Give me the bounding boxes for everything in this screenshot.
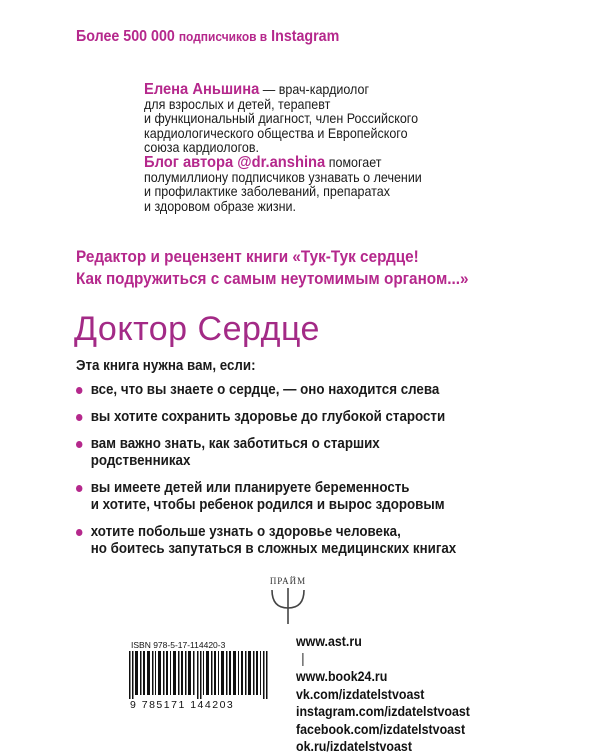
list-item-text: хотите побольше узнать о здоровье человека, [90, 524, 401, 540]
barcode-icon [129, 651, 270, 699]
site-link-book24[interactable]: www.book24.ru [296, 669, 388, 684]
blog-line: помогает [328, 154, 382, 170]
platform-name: Instagram [271, 28, 340, 45]
editor-line-1: Редактор и рецензент книги «Тук-Тук сердце! [76, 247, 419, 266]
facebook-link[interactable]: facebook.com/izdatelstvoast [296, 721, 466, 737]
site-link-ast[interactable]: www.ast.ru [296, 634, 362, 649]
blog-line: и профилактике заболеваний, препаратах [144, 184, 390, 200]
bullet-dot-icon [76, 485, 82, 492]
bullet-dot-icon [76, 414, 82, 421]
list-item-text: и хотите, чтобы ребенок родился и вырос здоровым [90, 497, 445, 513]
isbn: ISBN 978-5-17-114420-3 [131, 640, 226, 650]
author-bio-line: и функциональный диагност, член Российского [144, 111, 419, 127]
list-item [76, 436, 380, 470]
list-item [76, 409, 445, 426]
publisher-name: ПРАЙМ [269, 576, 307, 586]
list-item-text: вы имеете детей или планируете беременность [90, 480, 410, 496]
subscriber-count: Более 500 000 [76, 28, 175, 45]
bullet-dot-icon [76, 529, 82, 536]
blog-line: полумиллиону подписчиков узнавать о лечении [144, 169, 422, 185]
link-divider [302, 653, 303, 666]
editor-line-2: Как подружиться с самым неутомимым органом...» [76, 269, 469, 288]
bullet-dot-icon [76, 441, 82, 448]
blog-line: и здоровом образе жизни. [144, 198, 296, 214]
author-bio-line: союза кардиологов. [144, 140, 259, 156]
book-title: Доктор Сердце [74, 310, 320, 348]
bullets-intro: Эта книга нужна вам, если: [76, 358, 256, 374]
publisher-logo [262, 576, 314, 628]
author-bio [144, 83, 475, 214]
author-bio-line: — врач-кардиолог [262, 82, 370, 97]
psi-logo-icon [262, 586, 314, 626]
subscribers-banner [76, 28, 339, 46]
list-item-text: но боитесь запутаться в сложных медицинских книгах [90, 541, 457, 557]
instagram-link[interactable]: instagram.com/izdatelstvoast [296, 704, 470, 719]
author-name: Елена Аньшина [144, 81, 260, 98]
vk-link[interactable]: vk.com/izdatelstvoast [296, 686, 425, 702]
publisher-links [296, 633, 470, 756]
subscriber-text: подписчиков в [178, 29, 268, 44]
list-item-text: вы хотите сохранить здоровье до глубокой старости [90, 409, 446, 425]
bullet-dot-icon [76, 387, 82, 394]
list-item-text: родственниках [90, 453, 191, 469]
list-item [76, 382, 439, 399]
blog-label: Блог автора @dr.anshina [144, 153, 326, 171]
ok-link[interactable]: ok.ru/izdatelstvoast [296, 739, 412, 754]
barcode-number: 9 785171 144203 [130, 699, 235, 711]
list-item [76, 524, 456, 558]
list-item [76, 480, 445, 514]
list-item-text: все, что вы знаете о сердце, — оно находится слева [90, 382, 440, 398]
list-item-text: вам важно знать, как заботиться о старших [90, 436, 380, 452]
author-bio-line: для взрослых и детей, терапевт [144, 96, 331, 112]
editor-note [76, 246, 469, 290]
author-bio-line: кардиологического общества и Европейского [144, 125, 408, 141]
